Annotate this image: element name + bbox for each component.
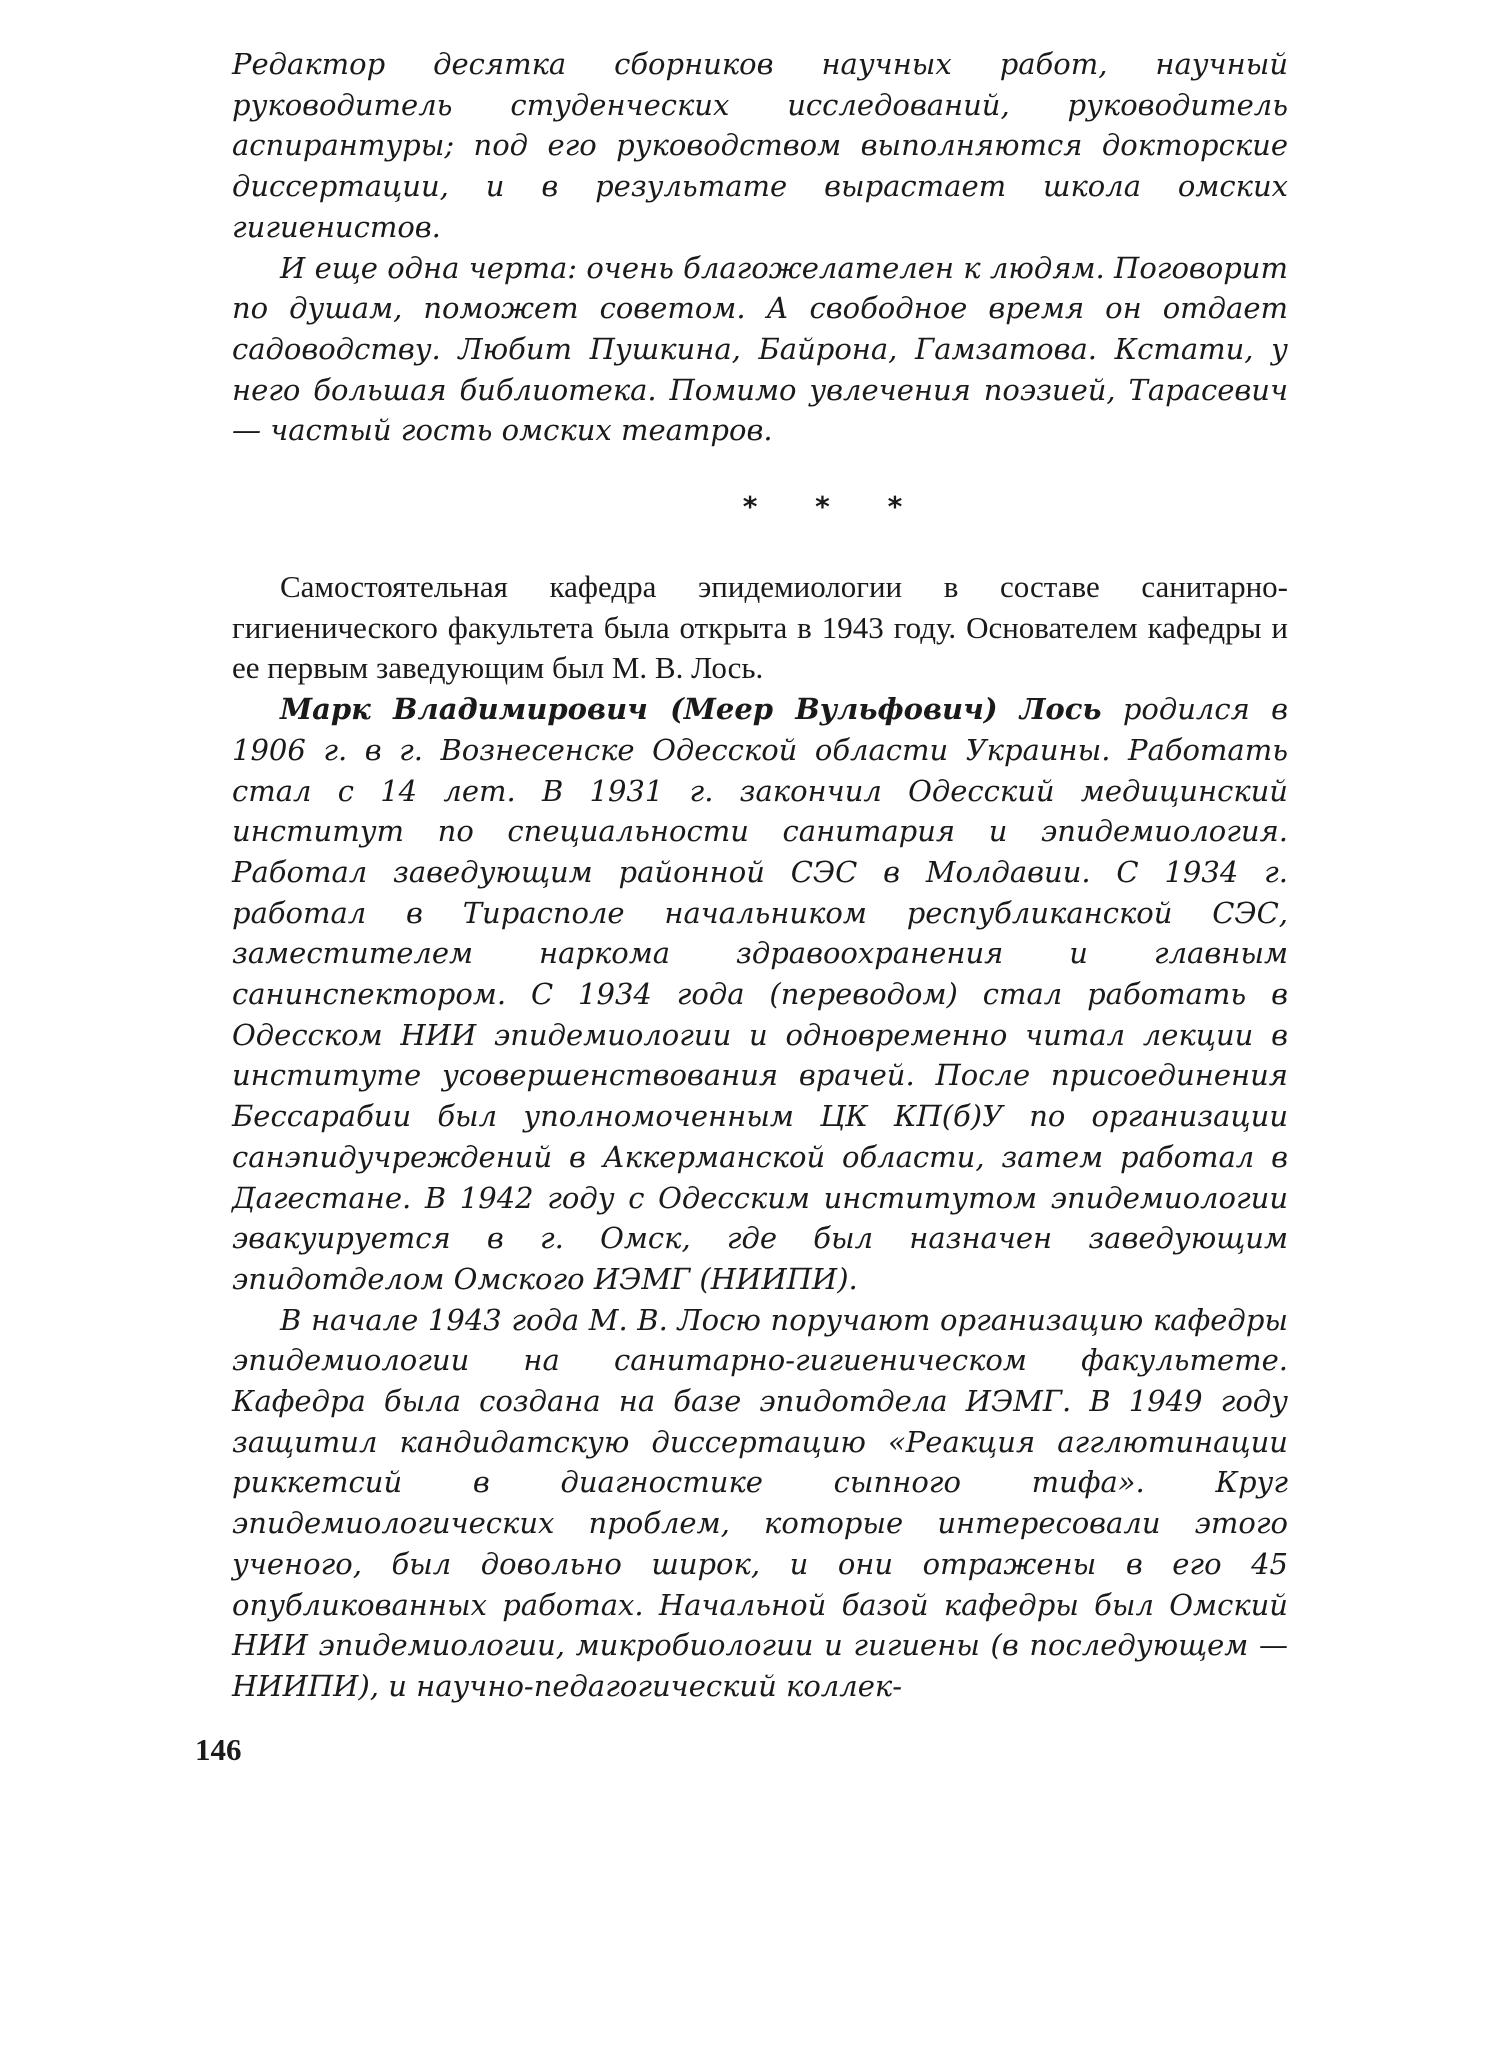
page-number: 146 bbox=[195, 1732, 242, 1767]
text-block-top bbox=[232, 44, 1288, 451]
bio-name: Марк Владимирович (Меер Вульфович) Лось bbox=[280, 692, 1102, 727]
bio-text: родился в 1906 г. в г. Вознесенске Одесской области Украины. Работать стал с 14 лет. В 1931 г. закончил Одесский медицинский институт по специальности санитария и эпидемиология. Работал заведующим районной СЭС в Молдавии. С 1934 г. работал в Тирасполе начальником республиканской СЭС, заместителем наркома здравоохранения и главным санинспектором. С 1934 года (переводом) стал работать в Одесском НИИ эпидемиологии и одновременно читал лекции в институте усовершенствования врачей. После присоединения Бессарабии был уполномоченным ЦК КП(б)У по организации санэпидучреждений в Аккерманской области, затем работал в Дагестане. В 1942 году с Одесским институтом эпидемиологии эвакуируется в г. Омск, где был назначен заведующим эпидотделом Омского ИЭМГ (НИИПИ). bbox=[232, 692, 1288, 1296]
paragraph-intro: Самостоятельная кафедра эпидемиологии в составе санитарно-гигиенического факультета была открыта в 1943 году. Основателем кафедры и ее первым заведующим был М. В. Лось. bbox=[232, 569, 1288, 686]
paragraph-biography bbox=[232, 689, 1288, 1300]
paragraph-character: И еще одна черта: очень благожелателен к людям. Поговорит по душам, поможет советом. А свободное время он отдает садоводству. Любит Пушкина, Байрона, Гамзатова. Кстати, у него большая библиотека. Помимо увлечения поэзией, Тарасевич — частый гость омских театров. bbox=[232, 250, 1288, 448]
paragraph-editor: Редактор десятка сборников научных работ, научный руководитель студенческих исследований, руководитель аспирантуры; под его руководством выполняются докторские диссертации, и в результате вырастает школа омских гигиенистов. bbox=[232, 47, 1288, 244]
section-separator: * * * bbox=[742, 490, 927, 523]
text-block-main bbox=[232, 567, 1288, 1707]
paragraph-department: В начале 1943 года М. В. Лосю поручают организацию кафедры эпидемиологии на санитарно-гигиеническом факультете. Кафедра была создана на базе эпидотдела ИЭМГ. В 1949 году защитил кандидатскую диссертацию «Реакция агглютинации риккетсий в диагностике сыпного тифа». Круг эпидемиологических проблем, которые интересовали этого ученого, был довольно широк, и они отражены в его 45 опубликованных работах. Начальной базой кафедры был Омский НИИ эпидемиологии, микробиологии и гигиены (в последующем — НИИПИ), и научно-педагогический коллек- bbox=[232, 1302, 1288, 1703]
